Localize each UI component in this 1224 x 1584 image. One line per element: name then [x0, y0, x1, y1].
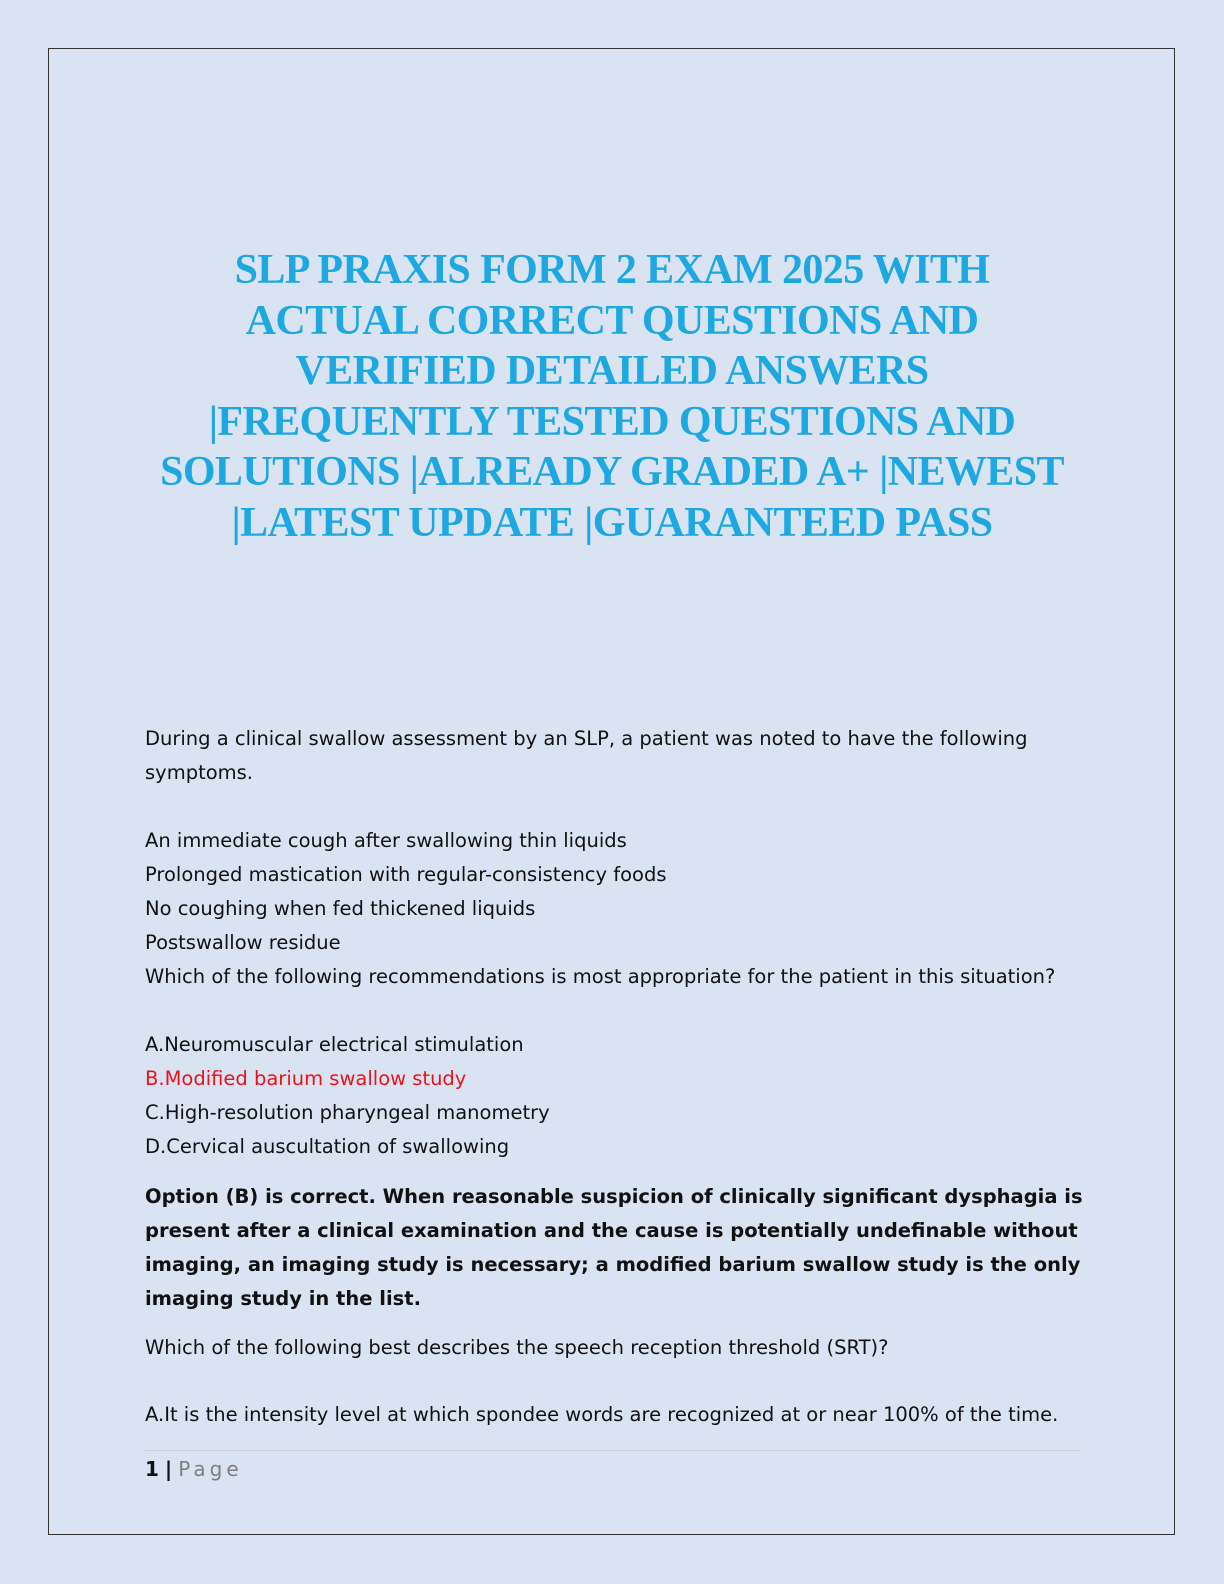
answer-option: C.High-resolution pharyngeal manometry: [145, 1101, 550, 1124]
question-prompt: Which of the following recommendations is most appropriate for the patient in this situation?: [145, 965, 1056, 988]
answer-option: A.It is the intensity level at which spondee words are recognized at or near 100% of the time.: [145, 1403, 1059, 1426]
page-number: 1: [145, 1457, 159, 1481]
title-line: |FREQUENTLY TESTED QUESTIONS AND: [208, 398, 1016, 445]
question-stem: Which of the following best describes the speech reception threshold (SRT)?: [145, 1336, 889, 1359]
page-label: Page: [178, 1457, 243, 1481]
title-line: |LATEST UPDATE |GUARANTEED PASS: [231, 499, 993, 546]
symptom-item: No coughing when fed thickened liquids: [145, 897, 536, 920]
symptom-item: Prolonged mastication with regular-consistency foods: [145, 863, 667, 886]
answer-option: A.Neuromuscular electrical stimulation: [145, 1033, 524, 1056]
title-line: VERIFIED DETAILED ANSWERS: [295, 348, 929, 394]
footer-divider: [145, 1450, 1080, 1451]
question-stem: During a clinical swallow assessment by an SLP, a patient was noted to have the following: [145, 727, 1028, 750]
title-line: SLP PRAXIS FORM 2 EXAM 2025 WITH: [234, 247, 990, 293]
correct-answer-option: B.Modified barium swallow study: [145, 1067, 467, 1090]
symptom-item: Postswallow residue: [145, 931, 341, 954]
answer-option: D.Cervical auscultation of swallowing: [145, 1135, 510, 1158]
title-line: SOLUTIONS |ALREADY GRADED A+ |NEWEST: [160, 449, 1064, 495]
symptom-item: An immediate cough after swallowing thin liquids: [145, 829, 627, 852]
question-1: [145, 722, 1085, 1316]
question-2: [145, 1331, 1085, 1432]
title-line: ACTUAL CORRECT QUESTIONS AND: [245, 297, 979, 344]
document-body: [145, 722, 1085, 1432]
page-footer: [145, 1454, 243, 1484]
question-stem: symptoms.: [145, 761, 254, 784]
answer-explanation: Option (B) is correct. When reasonable suspicion of clinically significant dysphagia is present after a clinical examination and the cause is potentially undefinable without imaging, an imaging study is necessary; a modified barium swallow study is the only imaging study in the list.: [145, 1185, 1083, 1310]
document-title: [130, 245, 1094, 548]
footer-separator: |: [164, 1457, 173, 1481]
